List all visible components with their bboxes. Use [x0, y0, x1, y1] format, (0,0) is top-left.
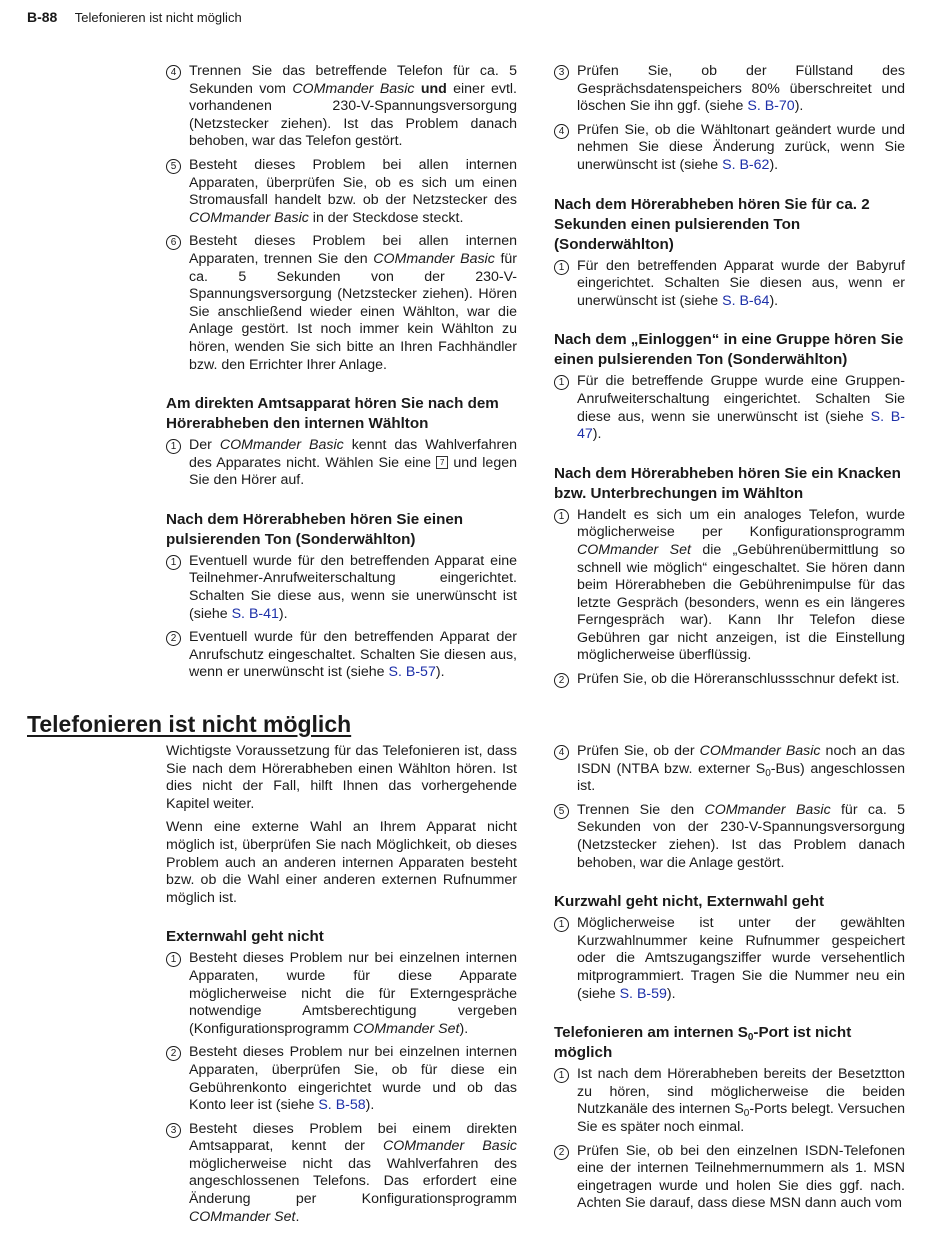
item-text: noch an das ISDN (NTBA bzw. externer S [577, 743, 905, 777]
item-text: . [295, 1208, 300, 1225]
item-text: Der [189, 437, 220, 454]
item-text: Ist nach dem Hörerabheben bereits der Besetztton zu hören, sind möglicherweise die beiden Nutzkanäle des internen S [577, 1066, 905, 1118]
list-item [166, 63, 517, 151]
list-item [554, 258, 905, 311]
list-item [166, 553, 517, 623]
item-text: ). [365, 1097, 375, 1114]
item-text: ). [666, 985, 676, 1002]
page-header [27, 9, 242, 25]
list-item [554, 1143, 905, 1213]
paragraph: Wenn eine externe Wahl an Ihrem Apparat nicht möglich ist, überprüfen Sie nach Möglichkeit, ob dieses Problem auch an anderen internen Apparaten besteht bzw. ob die Wahl einer anderen externen Rufnummer möglich ist. [166, 819, 517, 906]
item-number: 4 [554, 745, 569, 760]
product-name: COMmander Set [577, 541, 691, 558]
item-text: für ca. 5 Sekunden von der 230-V-Spannungsversorgung (Netzstecker ziehen). Hören Sie anschließend wieder einen Wählton, war die Anlage gestört. Ist noch immer kein Wählton zu hören, wenden Sie sich bitte an Ihren Fachhändler bzw. den Errichter Ihrer Anlage. [189, 250, 518, 373]
running-title: Telefonieren ist nicht möglich [74, 10, 242, 25]
subheading: Am direkten Amtsapparat hören Sie nach dem Hörerabheben den internen Wählton [166, 395, 499, 433]
item-text: und legen Sie den Hörer auf. [189, 454, 517, 489]
item-text: Besteht dieses Problem bei allen internen Apparaten, überprüfen Sie, ob es sich um einen Stromausfall handelt bzw. ob der Netzstecker des [189, 156, 517, 209]
item-text: ). [459, 1020, 469, 1037]
item-text: ). [794, 98, 804, 115]
top-right-column [554, 63, 905, 695]
product-name: COMmander Basic [373, 250, 495, 267]
list-item [554, 507, 905, 665]
item-number: 4 [166, 65, 181, 80]
product-name: COMmander Set [189, 1208, 296, 1225]
page-link[interactable]: S. B-58 [318, 1097, 366, 1114]
list-item [166, 157, 517, 227]
list-item [554, 743, 905, 796]
item-text: die „Gebührenübermittlung so schnell wie möglich“ eingeschaltet. Sie hören dann beim Hörerabheben die Gebührenimpulse für das letzte Gespräch (besonders, wenn es ein längeres Ferngespräch war). Kann Ihr Telefon diese Gebühren gar nicht anzeigen, ist die Einstellung möglicherweise überflüssig. [577, 541, 905, 664]
subheading: Nach dem Hörerabheben hören Sie einen pulsierenden Ton (Sonderwählton) [166, 510, 464, 548]
item-number: 6 [166, 235, 181, 250]
item-number: 5 [554, 804, 569, 819]
page-link[interactable]: S. B-47 [577, 408, 905, 443]
item-text: Für den betreffenden Apparat wurde der Babyruf eingerichtet. Schalten Sie diesen aus, wenn er unerwünscht ist (siehe [577, 257, 905, 309]
item-number: 3 [166, 1123, 181, 1138]
heading-text: -Port ist nicht möglich [554, 1024, 852, 1062]
page-link[interactable]: S. B-57 [388, 664, 436, 681]
list-item [554, 802, 905, 872]
subheading [554, 1023, 905, 1063]
item-text: Eventuell wurde für den betreffenden Apparat der Anrufschutz eingeschaltet. Schalten Sie diesen aus, wenn er unerwünscht ist (siehe [189, 629, 517, 681]
bottom-left-column [166, 743, 517, 1232]
page-link[interactable]: S. B-70 [747, 98, 795, 115]
item-text: Prüfen Sie, ob bei den einzelnen ISDN-Telefonen eine der internen Teilnehmernummern als 1. MSN eingetragen wurde und holen Sie dies ggf. nach. Achten Sie darauf, dass diese MSN dann auch vom [577, 1142, 905, 1212]
list-item [166, 950, 517, 1038]
bottom-right-column [554, 743, 905, 1219]
item-text: Eventuell wurde für den betreffenden Apparat eine Teilnehmer-Anrufweiterschaltung eingerichtet. Schalten Sie diese aus, wenn sie unerwünscht ist (siehe [189, 552, 517, 622]
page-link[interactable]: S. B-64 [722, 292, 770, 309]
item-text: Besteht dieses Problem bei einem direkten Amtsapparat, kennt der [189, 1120, 517, 1155]
list-item [554, 1066, 905, 1136]
item-number: 1 [166, 952, 181, 967]
list-item [554, 671, 905, 689]
list-item [554, 373, 905, 443]
item-number: 5 [166, 159, 181, 174]
item-number: 1 [554, 917, 569, 932]
product-name: COMmander Basic [189, 209, 309, 226]
product-name: COMmander Basic [699, 743, 821, 759]
item-text: und [414, 80, 447, 97]
item-text: -Ports belegt. Versuchen Sie es später noch einmal. [577, 1101, 905, 1135]
page-link[interactable]: S. B-62 [722, 156, 770, 173]
item-number: 2 [554, 673, 569, 688]
item-text: Prüfen Sie, ob die Wähltonart geändert wurde und nehmen Sie diese Änderung zurück, wenn Sie unerwünscht ist (siehe [577, 121, 905, 173]
item-text: Besteht dieses Problem nur bei einzelnen internen Apparaten, wurde für diese Apparate möglicherweise nicht die für Externgespräche notwendige Amtsberechtigung vergeben (Konfigurationsprogramm [189, 950, 517, 1037]
page-link[interactable]: S. B-41 [231, 605, 279, 622]
list-item [554, 122, 905, 175]
item-text: Trennen Sie das betreffende Telefon für ca. 5 Sekunden vom [189, 63, 517, 97]
item-text: Für die betreffende Gruppe wurde eine Gruppen-Anrufweiterschaltung eingerichtet. Schalten Sie diese aus, wenn sie unerwünscht ist (siehe [577, 373, 905, 425]
item-text: ). [769, 292, 779, 309]
heading-text: Telefonieren am internen S [554, 1024, 748, 1042]
item-text: -Bus) angeschlossen ist. [577, 760, 905, 795]
section-title: Telefonieren ist nicht möglich [27, 711, 352, 737]
item-text: Prüfen Sie, ob die Höreranschlussschnur defekt ist. [577, 671, 900, 688]
list-item [554, 63, 905, 116]
subheading: Externwahl geht nicht [166, 928, 324, 946]
item-text: ). [769, 156, 779, 173]
top-left-column [166, 63, 517, 688]
product-name: COMmander Set [353, 1020, 460, 1037]
subheading: Nach dem „Einloggen“ in eine Gruppe hören Sie einen pulsierenden Ton (Sonderwählton) [554, 331, 904, 369]
item-number: 1 [166, 555, 181, 570]
subheading: Nach dem Hörerabheben hören Sie ein Knacken bzw. Unterbrechungen im Wählton [554, 464, 901, 502]
paragraph: Wichtigste Voraussetzung für das Telefonieren ist, dass Sie nach dem Hörerabheben einen Wählton hören. Ist dies nicht der Fall, hilft Ihnen das vorhergehende Kapitel weiter. [166, 743, 517, 812]
item-number: 2 [554, 1145, 569, 1160]
list-item [166, 629, 517, 682]
subscript: 0 [747, 1032, 754, 1044]
item-number: 1 [166, 439, 181, 454]
item-number: 3 [554, 65, 569, 80]
item-number: 1 [554, 260, 569, 275]
list-item [166, 1044, 517, 1114]
item-text: ). [435, 664, 445, 681]
list-item [554, 915, 905, 1003]
item-text: möglicherweise nicht das Wahlverfahren des angeschlossenen Telefons. Das erfordert eine Änderung per Konfigurationsprogramm [189, 1155, 517, 1208]
list-item [166, 233, 517, 374]
list-item [166, 437, 517, 490]
product-name: COMmander Basic [704, 801, 831, 818]
item-text: Prüfen Sie, ob der [577, 743, 700, 759]
subscript: 0 [743, 1108, 750, 1120]
subheading: Kurzwahl geht nicht, Externwahl geht [554, 893, 825, 911]
item-text: Trennen Sie den [577, 801, 705, 818]
item-text: für ca. 5 Sekunden von der 230-V-Spannungsversorgung (Netzstecker ziehen). Ist das Problem danach behoben, war die Anlage gestört. [577, 801, 905, 871]
item-text: einer evtl. vorhandenen 230-V-Spannungsversorgung (Netzstecker ziehen). Ist das Problem danach behoben, war das Telefon gestört. [189, 80, 517, 150]
product-name: COMmander Basic [382, 1138, 517, 1155]
item-number: 2 [166, 1046, 181, 1061]
page-number: B-88 [27, 9, 58, 25]
product-name: COMmander Basic [292, 80, 415, 97]
item-number: 2 [166, 631, 181, 646]
item-text: ). [592, 426, 602, 443]
item-text: Handelt es sich um ein analoges Telefon, wurde möglicherweise per Konfigurationsprogramm [577, 506, 905, 541]
item-number: 4 [554, 124, 569, 139]
subheading: Nach dem Hörerabheben hören Sie für ca. 2 Sekunden einen pulsierenden Ton (Sonderwählton) [554, 195, 870, 253]
keypad-key-icon: 7 [436, 456, 448, 469]
subscript: 0 [765, 767, 771, 779]
item-text: ). [278, 605, 288, 622]
item-number: 1 [554, 1068, 569, 1083]
item-text: Prüfen Sie, ob der Füllstand des Gesprächsdatenspeichers 80% überschreitet und löschen Sie ihn ggf. (siehe [577, 63, 905, 115]
item-number: 1 [554, 375, 569, 390]
item-text: in der Steckdose steckt. [308, 209, 464, 226]
item-text: kennt das Wahlverfahren des Apparates nicht. Wählen Sie eine [189, 437, 517, 471]
page-link[interactable]: S. B-59 [619, 985, 667, 1002]
item-text: Möglicherweise ist unter der gewählten Kurzwahlnummer keine Rufnummer gespeichert oder die Amtszugangsziffer wurde versehentlich mitprogrammiert. Tragen Sie die Nummer neu ein (siehe [577, 915, 905, 1002]
item-text: Besteht dieses Problem nur bei einzelnen internen Apparaten, überprüfen Sie, ob für diese ein Gebührenkonto eingerichtet wurde und ob das Konto leer ist (siehe [189, 1044, 517, 1114]
list-item [166, 1121, 517, 1227]
item-number: 1 [554, 509, 569, 524]
product-name: COMmander Basic [219, 437, 344, 454]
item-text: Besteht dieses Problem bei allen internen Apparaten, trennen Sie den [189, 233, 517, 267]
